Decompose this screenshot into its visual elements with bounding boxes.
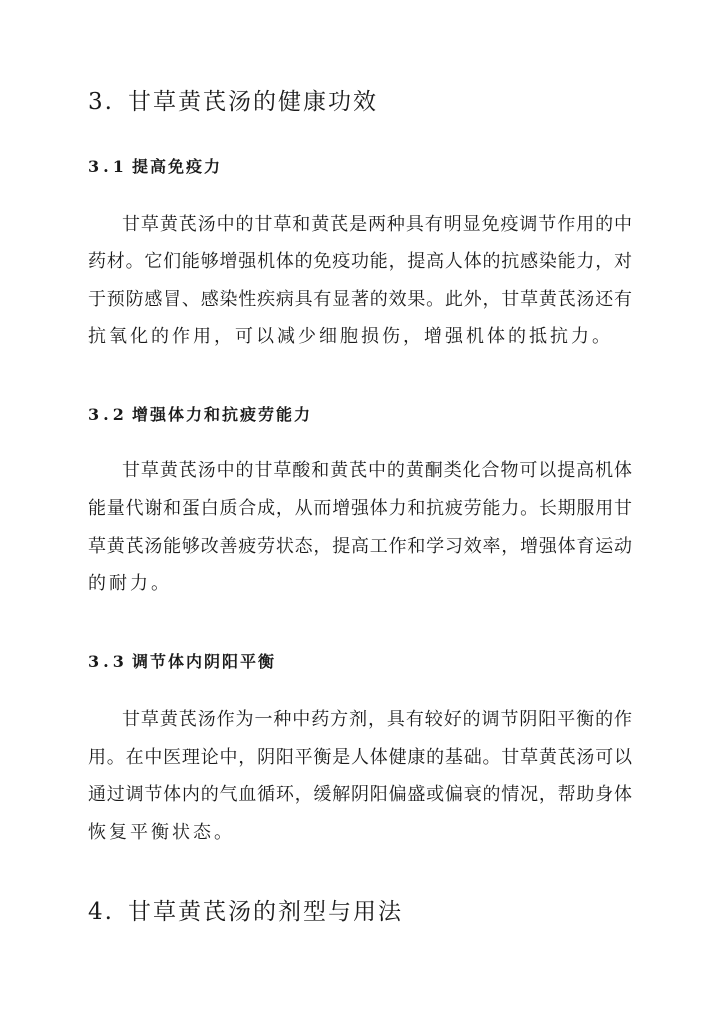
paragraph-line: 抗氧化的作用，可以减少细胞损伤，增强机体的抵抗力。 xyxy=(88,326,613,347)
paragraph-line: 通过调节体内的气血循环，缓解阴阳偏盛或偏衰的情况，帮助身体 xyxy=(88,784,632,805)
section-number: 4. xyxy=(88,899,114,925)
paragraph-line: 于预防感冒、感染性疾病具有显著的效果。此外，甘草黄芪汤还有 xyxy=(88,289,632,310)
subsection-heading-3-1 xyxy=(88,155,222,179)
section-title: 甘草黄芪汤的剂型与用法 xyxy=(128,899,403,925)
section-title: 甘草黄芪汤的健康功效 xyxy=(128,89,378,115)
paragraph-line: 甘草黄芪汤中的甘草酸和黄芪中的黄酮类化合物可以提高机体 xyxy=(122,460,632,481)
subsection-number: 3.2 xyxy=(88,405,128,424)
paragraph-line: 草黄芪汤能够改善疲劳状态，提高工作和学习效率，增强体育运动 xyxy=(88,536,632,557)
subsection-title: 调节体内阴阳平衡 xyxy=(132,652,277,671)
subsection-title: 增强体力和抗疲劳能力 xyxy=(132,405,313,424)
section-number: 3. xyxy=(88,89,114,115)
paragraph-line: 药材。它们能够增强机体的免疫功能，提高人体的抗感染能力，对 xyxy=(88,251,632,272)
paragraph-line: 能量代谢和蛋白质合成，从而增强体力和抗疲劳能力。长期服用甘 xyxy=(88,498,632,519)
paragraph-line: 用。在中医理论中，阴阳平衡是人体健康的基础。甘草黄芪汤可以 xyxy=(88,747,632,768)
paragraph-line: 恢复平衡状态。 xyxy=(88,822,235,843)
subsection-heading-3-2 xyxy=(88,403,312,427)
section-heading-4 xyxy=(88,897,403,927)
paragraph-line: 甘草黄芪汤中的甘草和黄芪是两种具有明显免疫调节作用的中 xyxy=(122,214,632,235)
paragraph-line: 的耐力。 xyxy=(88,573,172,594)
paragraph-line: 甘草黄芪汤作为一种中药方剂，具有较好的调节阴阳平衡的作 xyxy=(122,709,632,730)
section-heading-3 xyxy=(88,87,378,117)
subsection-number: 3.1 xyxy=(88,157,128,176)
subsection-heading-3-3 xyxy=(88,650,276,674)
subsection-number: 3.3 xyxy=(88,652,128,671)
subsection-title: 提高免疫力 xyxy=(132,157,223,176)
